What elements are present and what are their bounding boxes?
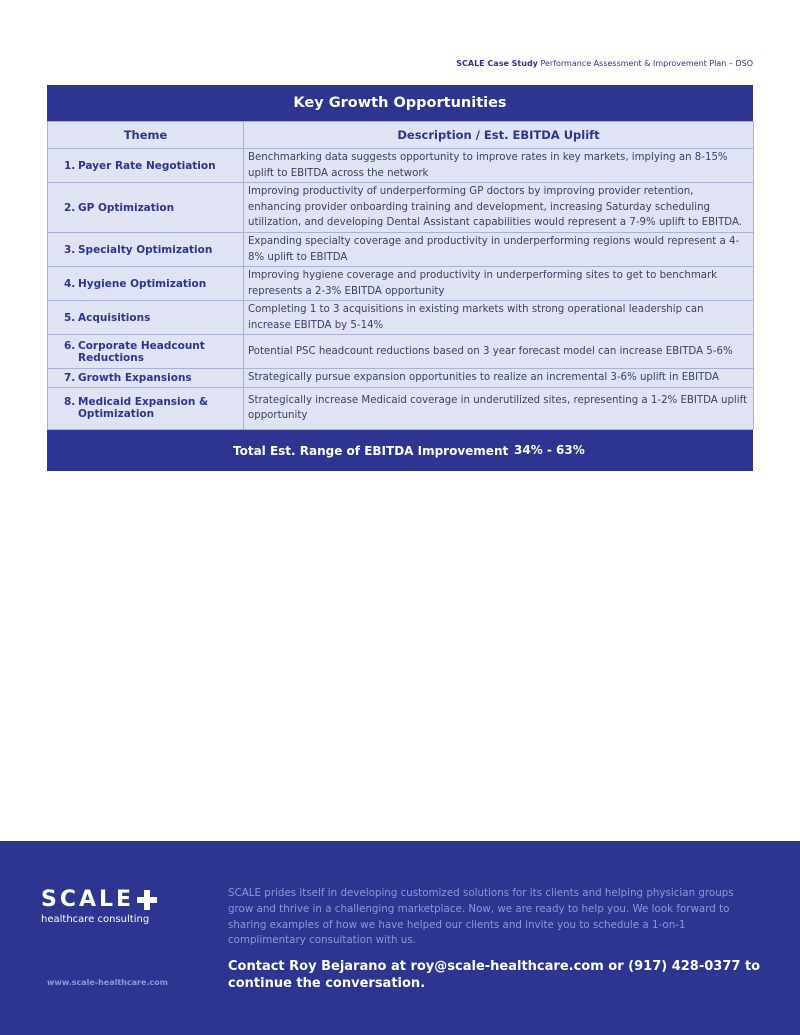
header-subtitle: Performance Assessment & Improvement Plan – DSO [540,59,753,68]
page-header [456,59,753,68]
theme-label: Growth Expansions [78,371,192,384]
row-number: 3. [64,243,76,256]
total-value: 34% - 63% [514,442,585,457]
row-number: 1. [64,159,76,172]
description-cell: Strategically increase Medicaid coverage in underutilized sites, representing a 1-2% EBITDA uplift opportunity [244,387,754,429]
table-row [48,369,754,388]
description-cell: Improving hygiene coverage and productivity in underperforming sites to get to benchmark represents a 2-3% EBITDA opportunity [244,267,754,301]
theme-label: Acquisitions [78,311,151,324]
theme-cell [48,267,244,301]
scale-logo [41,887,157,925]
theme-cell [48,301,244,335]
company-blurb: SCALE prides itself in developing customized solutions for its clients and helping physician groups grow and thrive in a challenging marketplace. Now, we are ready to help you. We look forward to sharing examples of how we have helped our clients and invite you to schedule a 1-on-1 complimentary consultation with us. [228,887,734,947]
description-cell: Potential PSC headcount reductions based on 3 year forecast model can increase EBITDA 5-6% [244,335,754,369]
theme-cell [48,149,244,183]
theme-cell [48,335,244,369]
plus-icon [137,890,157,910]
table-row [48,301,754,335]
table-row [48,149,754,183]
theme-cell [48,233,244,267]
theme-cell [48,183,244,233]
footer [0,841,800,1035]
column-header-description: Description / Est. EBITDA Uplift [244,122,754,149]
row-number: 7. [64,371,76,384]
total-label: Total Est. Range of EBITDA Improvement [233,443,509,458]
description-cell: Improving productivity of underperforming GP doctors by improving provider retention, enhancing provider onboarding training and development, increasing Saturday scheduling utilization, and developing Dental Assistant capabilities would represent a 7-9% uplift to EBITDA. [244,183,754,233]
table-header-row [48,122,754,149]
table-row [48,335,754,369]
table-row [48,183,754,233]
row-number: 5. [64,311,76,324]
theme-label: Specialty Optimization [78,243,213,256]
contact-callout: Contact Roy Bejarano at roy@scale-healthcare.com or (917) 428-0377 to continue the conversation. [228,959,761,991]
header-brand: SCALE Case Study [456,59,538,68]
theme-label: Payer Rate Negotiation [78,159,216,172]
row-number: 8. [64,396,76,408]
table-row [48,233,754,267]
logo-tagline: healthcare consulting [41,914,150,925]
row-number: 2. [64,201,76,214]
description-cell: Benchmarking data suggests opportunity to improve rates in key markets, implying an 8-15% uplift to EBITDA across the network [244,149,754,183]
theme-label: GP Optimization [78,201,175,214]
table-title: Key Growth Opportunities [47,85,753,121]
total-row [47,430,753,471]
table-row [48,267,754,301]
description-cell: Expanding specialty coverage and productivity in underperforming regions would represent a 4-8% uplift to EBITDA [244,233,754,267]
theme-label: Corporate Headcount Reductions [78,339,205,364]
row-number: 6. [64,339,76,352]
theme-label: Medicaid Expansion & Optimization [78,396,209,420]
row-number: 4. [64,277,76,290]
description-cell: Completing 1 to 3 acquisitions in existing markets with strong operational leadership can increase EBITDA by 5-14% [244,301,754,335]
growth-opportunities-table [47,85,753,471]
description-cell: Strategically pursue expansion opportunities to realize an incremental 3-6% uplift in EBITDA [244,369,754,388]
table-row [48,387,754,429]
logo-wordmark: SCALE [41,887,135,912]
theme-label: Hygiene Optimization [78,277,207,290]
website-link[interactable]: www.scale-healthcare.com [47,978,168,987]
theme-cell [48,387,244,429]
theme-cell [48,369,244,388]
column-header-theme: Theme [48,122,244,149]
